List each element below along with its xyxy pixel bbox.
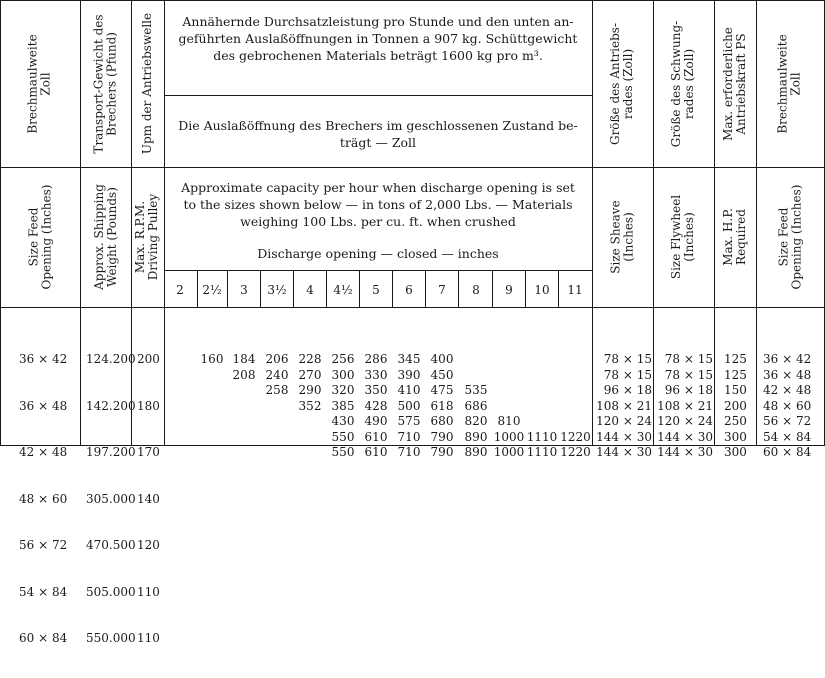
table-cell	[295, 414, 325, 430]
header-en-flywheel: Size Flywheel (Inches)	[669, 194, 697, 280]
col-shipping-weight	[86, 321, 136, 678]
table-cell: 430	[331, 414, 355, 428]
discharge-size: 2	[176, 283, 184, 297]
discharge-size: 4	[306, 283, 314, 297]
header-en-shipping-weight: Approx. Shipping Weight (Pounds)	[91, 184, 119, 290]
table-cell	[167, 368, 195, 384]
table-cell: 144 × 30	[596, 445, 652, 459]
header-en-feed-opening: Size Feed Opening (Inches)	[26, 184, 54, 290]
table-cell: 890	[464, 445, 488, 459]
header-de-discharge: Die Auslaßöffnung des Brechers im geschlossenen Zustand be- trägt — Zoll	[178, 118, 578, 150]
table-cell: 96 × 18	[664, 383, 713, 397]
table-cell: 300	[724, 429, 747, 444]
table-cell	[493, 368, 525, 384]
col-rpm	[137, 321, 160, 678]
table-cell	[295, 430, 325, 446]
table-cell	[198, 430, 226, 446]
table-cell: 256	[331, 352, 355, 366]
header-de-feed-opening: Brechmaulweite Zoll	[26, 33, 53, 134]
table-cell: 1000	[493, 429, 525, 444]
header-de-feed-opening-right: Brechmaulweite Zoll	[776, 33, 803, 134]
col-cap-10	[526, 321, 558, 492]
header-de-flywheel: Größe des Schwung- rades (Zoll)	[669, 20, 697, 147]
table-cell: 48 × 60	[19, 491, 68, 506]
discharge-size: 10	[534, 283, 550, 297]
discharge-size: 6	[405, 283, 413, 297]
col-cap-4-5	[328, 321, 358, 492]
table-cell: 352	[298, 398, 322, 413]
table-cell: 108 × 21	[657, 398, 713, 413]
col-cap-11	[559, 321, 592, 492]
table-cell: 290	[298, 383, 322, 397]
discharge-size: 4½	[333, 283, 353, 297]
table-cell: 48 × 60	[763, 398, 812, 413]
table-cell	[526, 399, 558, 415]
table-cell	[559, 368, 592, 384]
table-cell: 184	[232, 352, 256, 366]
table-cell	[262, 430, 292, 446]
table-cell: 350	[364, 383, 388, 397]
table-cell: 78 × 15	[603, 367, 652, 382]
table-cell: 300	[331, 367, 355, 382]
table-cell: 124.200	[86, 352, 136, 366]
discharge-size: 2½	[202, 283, 222, 297]
table-cell: 110	[137, 631, 160, 645]
table-cell	[559, 352, 592, 368]
col-cap-5	[361, 321, 391, 492]
table-cell: 206	[265, 352, 289, 366]
table-cell: 810	[497, 414, 521, 428]
table-cell: 575	[397, 414, 421, 428]
table-cell: 125	[724, 352, 747, 366]
table-cell	[526, 368, 558, 384]
discharge-size: 9	[505, 283, 513, 297]
col-sheave	[594, 321, 652, 492]
header-de-hp: Max. erforderliche Antriebskraft PS	[721, 26, 749, 141]
table-cell: 1220	[560, 445, 591, 459]
table-cell: 400	[430, 352, 454, 366]
table-cell: 42 × 48	[763, 383, 812, 397]
table-cell	[461, 352, 491, 368]
table-cell: 300	[724, 445, 747, 459]
table-cell: 120	[137, 538, 160, 552]
table-cell: 144 × 30	[657, 445, 713, 459]
table-cell: 56 × 72	[763, 414, 812, 428]
col-flywheel	[655, 321, 713, 492]
discharge-size: 3	[240, 283, 248, 297]
header-en-capacity: Approximate capacity per hour when discharge opening is set to the sizes shown below — in tons of 2,000 Lbs. — Materials weighing 100 Lbs. per cu. ft. when crushed	[181, 180, 575, 229]
table-cell	[198, 368, 226, 384]
table-cell: 320	[331, 383, 355, 397]
table-cell: 490	[364, 414, 388, 428]
table-cell: 450	[430, 367, 454, 382]
header-de-sheave: Größe des Antriebs- rades (Zoll)	[608, 22, 636, 145]
table-cell: 36 × 42	[763, 352, 812, 366]
header-en-rpm: Max. R.P.M. Driving Pulley	[133, 193, 161, 281]
col-cap-4	[295, 321, 325, 492]
table-cell: 790	[430, 429, 454, 444]
col-cap-3-5	[262, 321, 292, 492]
table-cell: 54 × 84	[763, 429, 812, 444]
table-cell: 890	[464, 429, 488, 444]
col-cap-6	[394, 321, 424, 492]
table-cell: 500	[397, 398, 421, 413]
header-en-feed-opening-right: Size Feed Opening (Inches)	[776, 184, 804, 290]
discharge-size: 11	[567, 283, 583, 297]
table-cell	[526, 383, 558, 399]
table-cell: 610	[364, 429, 388, 444]
table-cell	[198, 383, 226, 399]
table-cell: 618	[430, 398, 454, 413]
table-cell	[262, 445, 292, 461]
col-cap-2-5	[198, 321, 226, 492]
header-de-rpm: Upm der Antriebswelle	[140, 12, 154, 155]
table-cell: 330	[364, 367, 388, 382]
discharge-size: 8	[472, 283, 480, 297]
table-cell: 710	[397, 429, 421, 444]
header-en-hp: Max. H.P. Required	[721, 208, 749, 266]
discharge-size: 7	[438, 283, 446, 297]
table-cell: 470.500	[86, 538, 136, 552]
table-cell: 42 × 48	[19, 445, 68, 459]
table-cell: 180	[137, 398, 160, 413]
table-cell: 550	[331, 445, 355, 459]
table-cell: 36 × 42	[19, 352, 68, 366]
discharge-size: 5	[372, 283, 380, 297]
table-cell: 390	[397, 367, 421, 382]
table-cell: 140	[137, 491, 160, 506]
table-cell	[461, 368, 491, 384]
table-cell: 144 × 30	[657, 429, 713, 444]
table-cell	[167, 352, 195, 368]
table-cell: 144 × 30	[596, 429, 652, 444]
table-cell	[559, 399, 592, 415]
table-cell: 120 × 24	[596, 414, 652, 428]
table-cell	[167, 445, 195, 461]
table-cell	[229, 399, 259, 415]
table-cell: 250	[724, 414, 747, 428]
table-cell: 710	[397, 445, 421, 459]
table-cell: 475	[430, 383, 454, 397]
table-cell: 240	[265, 367, 289, 382]
col-feed-opening	[19, 321, 67, 678]
table-cell: 56 × 72	[19, 538, 68, 552]
table-cell: 60 × 84	[19, 631, 68, 645]
table-cell: 78 × 15	[664, 367, 713, 382]
table-cell: 208	[232, 367, 256, 382]
table-cell: 96 × 18	[603, 383, 652, 397]
table-cell: 120 × 24	[657, 414, 713, 428]
table-cell	[559, 383, 592, 399]
table-cell: 686	[464, 398, 488, 413]
table-cell: 1220	[560, 429, 591, 444]
table-cell: 160	[200, 352, 224, 366]
table-cell	[493, 352, 525, 368]
table-cell: 142.200	[86, 398, 136, 413]
table-cell	[295, 445, 325, 461]
table-cell: 78 × 15	[603, 352, 652, 366]
table-cell	[229, 430, 259, 446]
col-cap-2	[167, 321, 195, 492]
table-cell	[198, 445, 226, 461]
table-cell	[198, 414, 226, 430]
table-cell	[167, 399, 195, 415]
table-cell: 125	[724, 367, 747, 382]
table-cell: 550.000	[86, 631, 136, 645]
table-cell	[493, 399, 525, 415]
header-de-shipping-weight: Transport-Gewicht des Brechers (Pfund)	[91, 13, 119, 154]
table-cell: 428	[364, 398, 388, 413]
table-cell: 286	[364, 352, 388, 366]
col-feed-opening-right	[763, 321, 811, 492]
table-cell: 36 × 48	[763, 367, 812, 382]
table-cell: 385	[331, 398, 355, 413]
table-cell: 228	[298, 352, 322, 366]
table-cell	[167, 414, 195, 430]
table-cell: 680	[430, 414, 454, 428]
table-cell: 60 × 84	[763, 445, 812, 459]
col-cap-8	[461, 321, 491, 492]
table-cell	[526, 352, 558, 368]
table-cell: 550	[331, 429, 355, 444]
table-cell: 258	[265, 383, 289, 397]
table-cell	[229, 445, 259, 461]
table-cell	[198, 399, 226, 415]
table-cell: 345	[397, 352, 421, 366]
table-cell: 197.200	[86, 445, 136, 459]
col-hp	[724, 321, 747, 492]
table-cell	[559, 414, 592, 430]
table-cell: 36 × 48	[19, 398, 68, 413]
col-cap-9	[493, 321, 525, 492]
col-cap-7	[427, 321, 457, 492]
table-cell: 305.000	[86, 491, 136, 506]
table-cell: 150	[724, 383, 747, 397]
table-cell: 1110	[526, 429, 558, 444]
table-cell: 54 × 84	[19, 584, 68, 599]
table-cell	[229, 383, 259, 399]
table-cell: 505.000	[86, 584, 136, 599]
table-cell	[262, 399, 292, 415]
header-en-discharge: Discharge opening — closed — inches	[257, 246, 499, 261]
table-cell: 820	[464, 414, 488, 428]
table-cell	[262, 414, 292, 430]
table-cell: 170	[137, 445, 160, 459]
table-cell	[229, 414, 259, 430]
header-en-sheave: Size Sheave (Inches)	[608, 200, 636, 274]
col-cap-3	[229, 321, 259, 492]
table-cell: 78 × 15	[664, 352, 713, 366]
table-cell: 535	[464, 383, 488, 397]
table-cell	[493, 383, 525, 399]
table-cell: 108 × 21	[596, 398, 652, 413]
table-cell	[526, 414, 558, 430]
table-cell: 1000	[493, 445, 525, 459]
header-de-capacity: Annähernde Durchsatzleistung pro Stunde und den unten an- geführten Auslaßöffnungen in Tonnen a 907 kg. Schüttgewicht des gebrochenen Materials beträgt 1600 kg pro m³.	[178, 14, 578, 63]
table-cell: 1110	[526, 445, 558, 459]
table-cell: 200	[137, 352, 160, 366]
table-cell: 110	[137, 584, 160, 599]
table-cell: 610	[364, 445, 388, 459]
table-cell: 410	[397, 383, 421, 397]
table-cell: 200	[724, 398, 747, 413]
table-cell: 790	[430, 445, 454, 459]
table-cell: 270	[298, 367, 322, 382]
discharge-size: 3½	[267, 283, 287, 297]
table-cell	[167, 430, 195, 446]
table-cell	[167, 383, 195, 399]
